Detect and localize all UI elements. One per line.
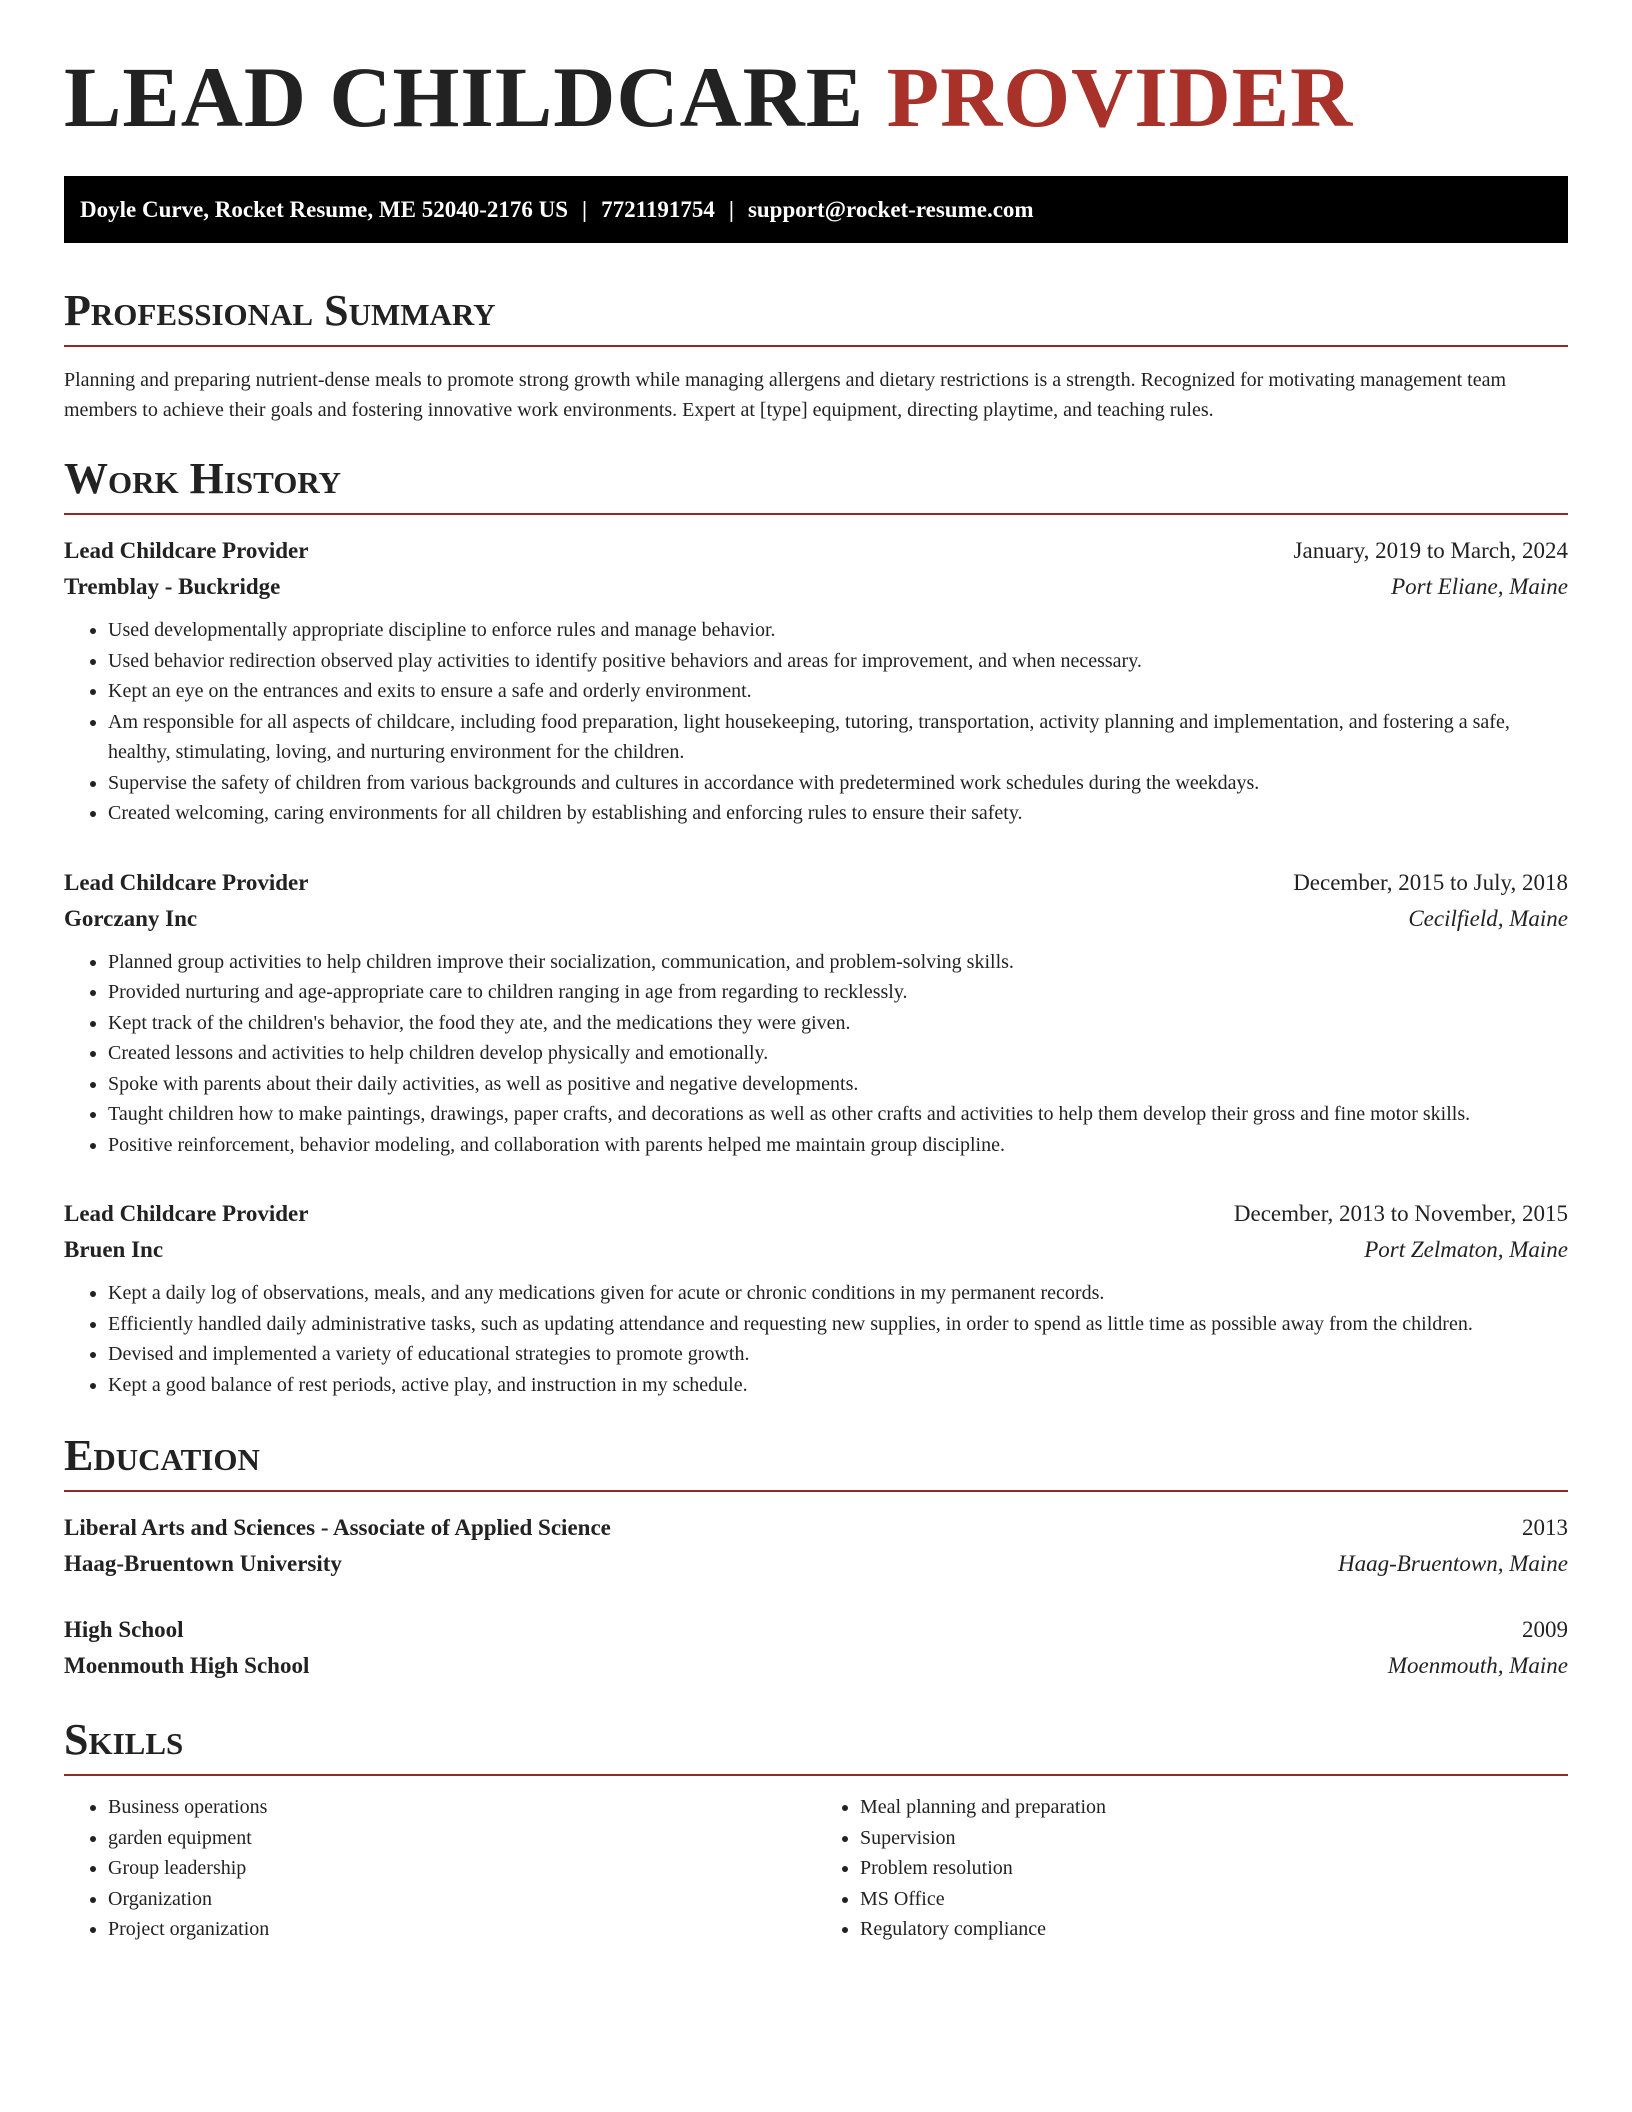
contact-separator: | [582, 197, 588, 222]
job-bullet: • Provided nurturing and age-appropriate care to children ranging in age from regarding to recklessly. [108, 977, 1568, 1008]
job-bullet: • Created welcoming, caring environments for all children by establishing and enforcing rules to ensure their safety. [108, 798, 1568, 829]
contact-phone: 7721191754 [601, 197, 715, 222]
job-bullet: • Efficiently handled daily administrative tasks, such as updating attendance and requesting new supplies, in order to spend as little time as possible away from the children. [108, 1309, 1568, 1340]
job-dates: December, 2013 to November, 2015 [1233, 1201, 1568, 1226]
job-title: Lead Childcare Provider [64, 538, 309, 563]
job-bullets [64, 615, 1568, 829]
contact-bar [64, 176, 1568, 243]
job-header-row [64, 865, 1568, 901]
job-bullet: • Used behavior redirection observed play activities to identify positive behaviors and areas for improvement, and when necessary. [108, 646, 1568, 677]
job-bullet: • Taught children how to make paintings, drawings, paper crafts, and decorations as well as other crafts and activities to help them develop their gross and fine motor skills. [108, 1099, 1568, 1130]
job-title: Lead Childcare Provider [64, 1201, 309, 1226]
job-location: Cecilfield, Maine [1408, 905, 1568, 931]
skill-item: • Business operations [108, 1792, 816, 1823]
job-company-row [64, 901, 1568, 937]
skills-columns [64, 1792, 1568, 1945]
job-company-row [64, 569, 1568, 605]
skills-list-left [64, 1792, 816, 1945]
education-entry [64, 1612, 1568, 1684]
education-location: Moenmouth, Maine [1387, 1653, 1568, 1678]
job-bullet: • Kept a good balance of rest periods, active play, and instruction in my schedule. [108, 1370, 1568, 1401]
education-year: 2013 [1522, 1515, 1568, 1540]
job-company: Bruen Inc [64, 1237, 164, 1262]
section-title-work-history: Work History [64, 457, 1568, 515]
skill-item: • Organization [108, 1884, 816, 1915]
job-bullets [64, 1278, 1568, 1400]
education-school: Haag-Bruentown University [64, 1551, 342, 1576]
skill-item: • Project organization [108, 1914, 816, 1945]
name-accent: PROVIDER [886, 49, 1354, 145]
job-company: Gorczany Inc [64, 905, 198, 931]
summary-section [64, 286, 1568, 425]
section-title-education: Education [64, 1434, 1568, 1492]
job-entry [64, 1196, 1568, 1400]
skills-section [64, 1715, 1568, 1945]
name-primary: LEAD CHILDCARE [64, 49, 865, 145]
section-title-skills: Skills [64, 1718, 1568, 1776]
education-degree: High School [64, 1617, 184, 1642]
skill-item: • Group leadership [108, 1853, 816, 1884]
resume-name [64, 49, 1568, 145]
job-company: Tremblay - Buckridge [64, 574, 281, 599]
job-title: Lead Childcare Provider [64, 869, 309, 895]
education-school-row [64, 1546, 1568, 1582]
job-location: Port Eliane, Maine [1391, 574, 1568, 599]
section-title-summary: Professional Summary [64, 289, 1568, 347]
job-entry [64, 533, 1568, 829]
job-header-row [64, 533, 1568, 569]
education-school: Moenmouth High School [64, 1653, 310, 1678]
contact-address: Doyle Curve, Rocket Resume, ME 52040-2176 US [80, 197, 569, 222]
job-bullet: • Kept a daily log of observations, meals, and any medications given for acute or chronic conditions in my permanent records. [108, 1278, 1568, 1309]
job-entry [64, 865, 1568, 1161]
work-history-section [64, 454, 1568, 1400]
job-dates: December, 2015 to July, 2018 [1293, 869, 1568, 895]
job-bullet: • Used developmentally appropriate discipline to enforce rules and manage behavior. [108, 615, 1568, 646]
job-bullet: • Supervise the safety of children from various backgrounds and cultures in accordance with predetermined work schedules during the weekdays. [108, 768, 1568, 799]
job-header-row [64, 1196, 1568, 1232]
job-location: Port Zelmaton, Maine [1364, 1237, 1568, 1262]
skill-item: • MS Office [860, 1884, 1568, 1915]
job-bullet: • Devised and implemented a variety of educational strategies to promote growth. [108, 1339, 1568, 1370]
contact-email[interactable]: support@rocket-resume.com [747, 197, 1034, 222]
job-bullet: • Planned group activities to help children improve their socialization, communication, and problem-solving skills. [108, 947, 1568, 978]
job-bullet: • Kept an eye on the entrances and exits to ensure a safe and orderly environment. [108, 676, 1568, 707]
education-year: 2009 [1522, 1617, 1568, 1642]
skill-item: • Problem resolution [860, 1853, 1568, 1884]
skills-list-right [816, 1792, 1568, 1945]
job-bullets [64, 947, 1568, 1161]
job-bullet: • Positive reinforcement, behavior modeling, and collaboration with parents helped me maintain group discipline. [108, 1130, 1568, 1161]
education-entry [64, 1510, 1568, 1582]
summary-text: Planning and preparing nutrient-dense meals to promote strong growth while managing allergens and dietary restrictions is a strength. Recognized for motivating management team members to achieve their goals and fostering innovative work environments. Expert at [type] equipment, directing playtime, and teaching rules. [64, 369, 1507, 421]
job-bullet: • Spoke with parents about their daily activities, as well as positive and negative developments. [108, 1069, 1568, 1100]
education-degree-row [64, 1612, 1568, 1648]
job-dates: January, 2019 to March, 2024 [1293, 538, 1568, 563]
education-section [64, 1431, 1568, 1684]
education-degree-row [64, 1510, 1568, 1546]
education-location: Haag-Bruentown, Maine [1338, 1551, 1568, 1576]
education-school-row [64, 1648, 1568, 1684]
job-bullet: • Created lessons and activities to help children develop physically and emotionally. [108, 1038, 1568, 1069]
job-company-row [64, 1232, 1568, 1268]
job-bullet: • Am responsible for all aspects of childcare, including food preparation, light housekeeping, tutoring, transportation, activity planning and implementation, and fostering a safe, healthy, stimulating, loving, and nurturing environment for the children. [108, 707, 1568, 768]
skill-item: • Regulatory compliance [860, 1914, 1568, 1945]
skill-item: • Supervision [860, 1823, 1568, 1854]
skill-item: • garden equipment [108, 1823, 816, 1854]
contact-separator: | [728, 197, 734, 222]
education-degree: Liberal Arts and Sciences - Associate of Applied Science [64, 1515, 611, 1540]
skill-item: • Meal planning and preparation [860, 1792, 1568, 1823]
job-bullet: • Kept track of the children's behavior, the food they ate, and the medications they were given. [108, 1008, 1568, 1039]
